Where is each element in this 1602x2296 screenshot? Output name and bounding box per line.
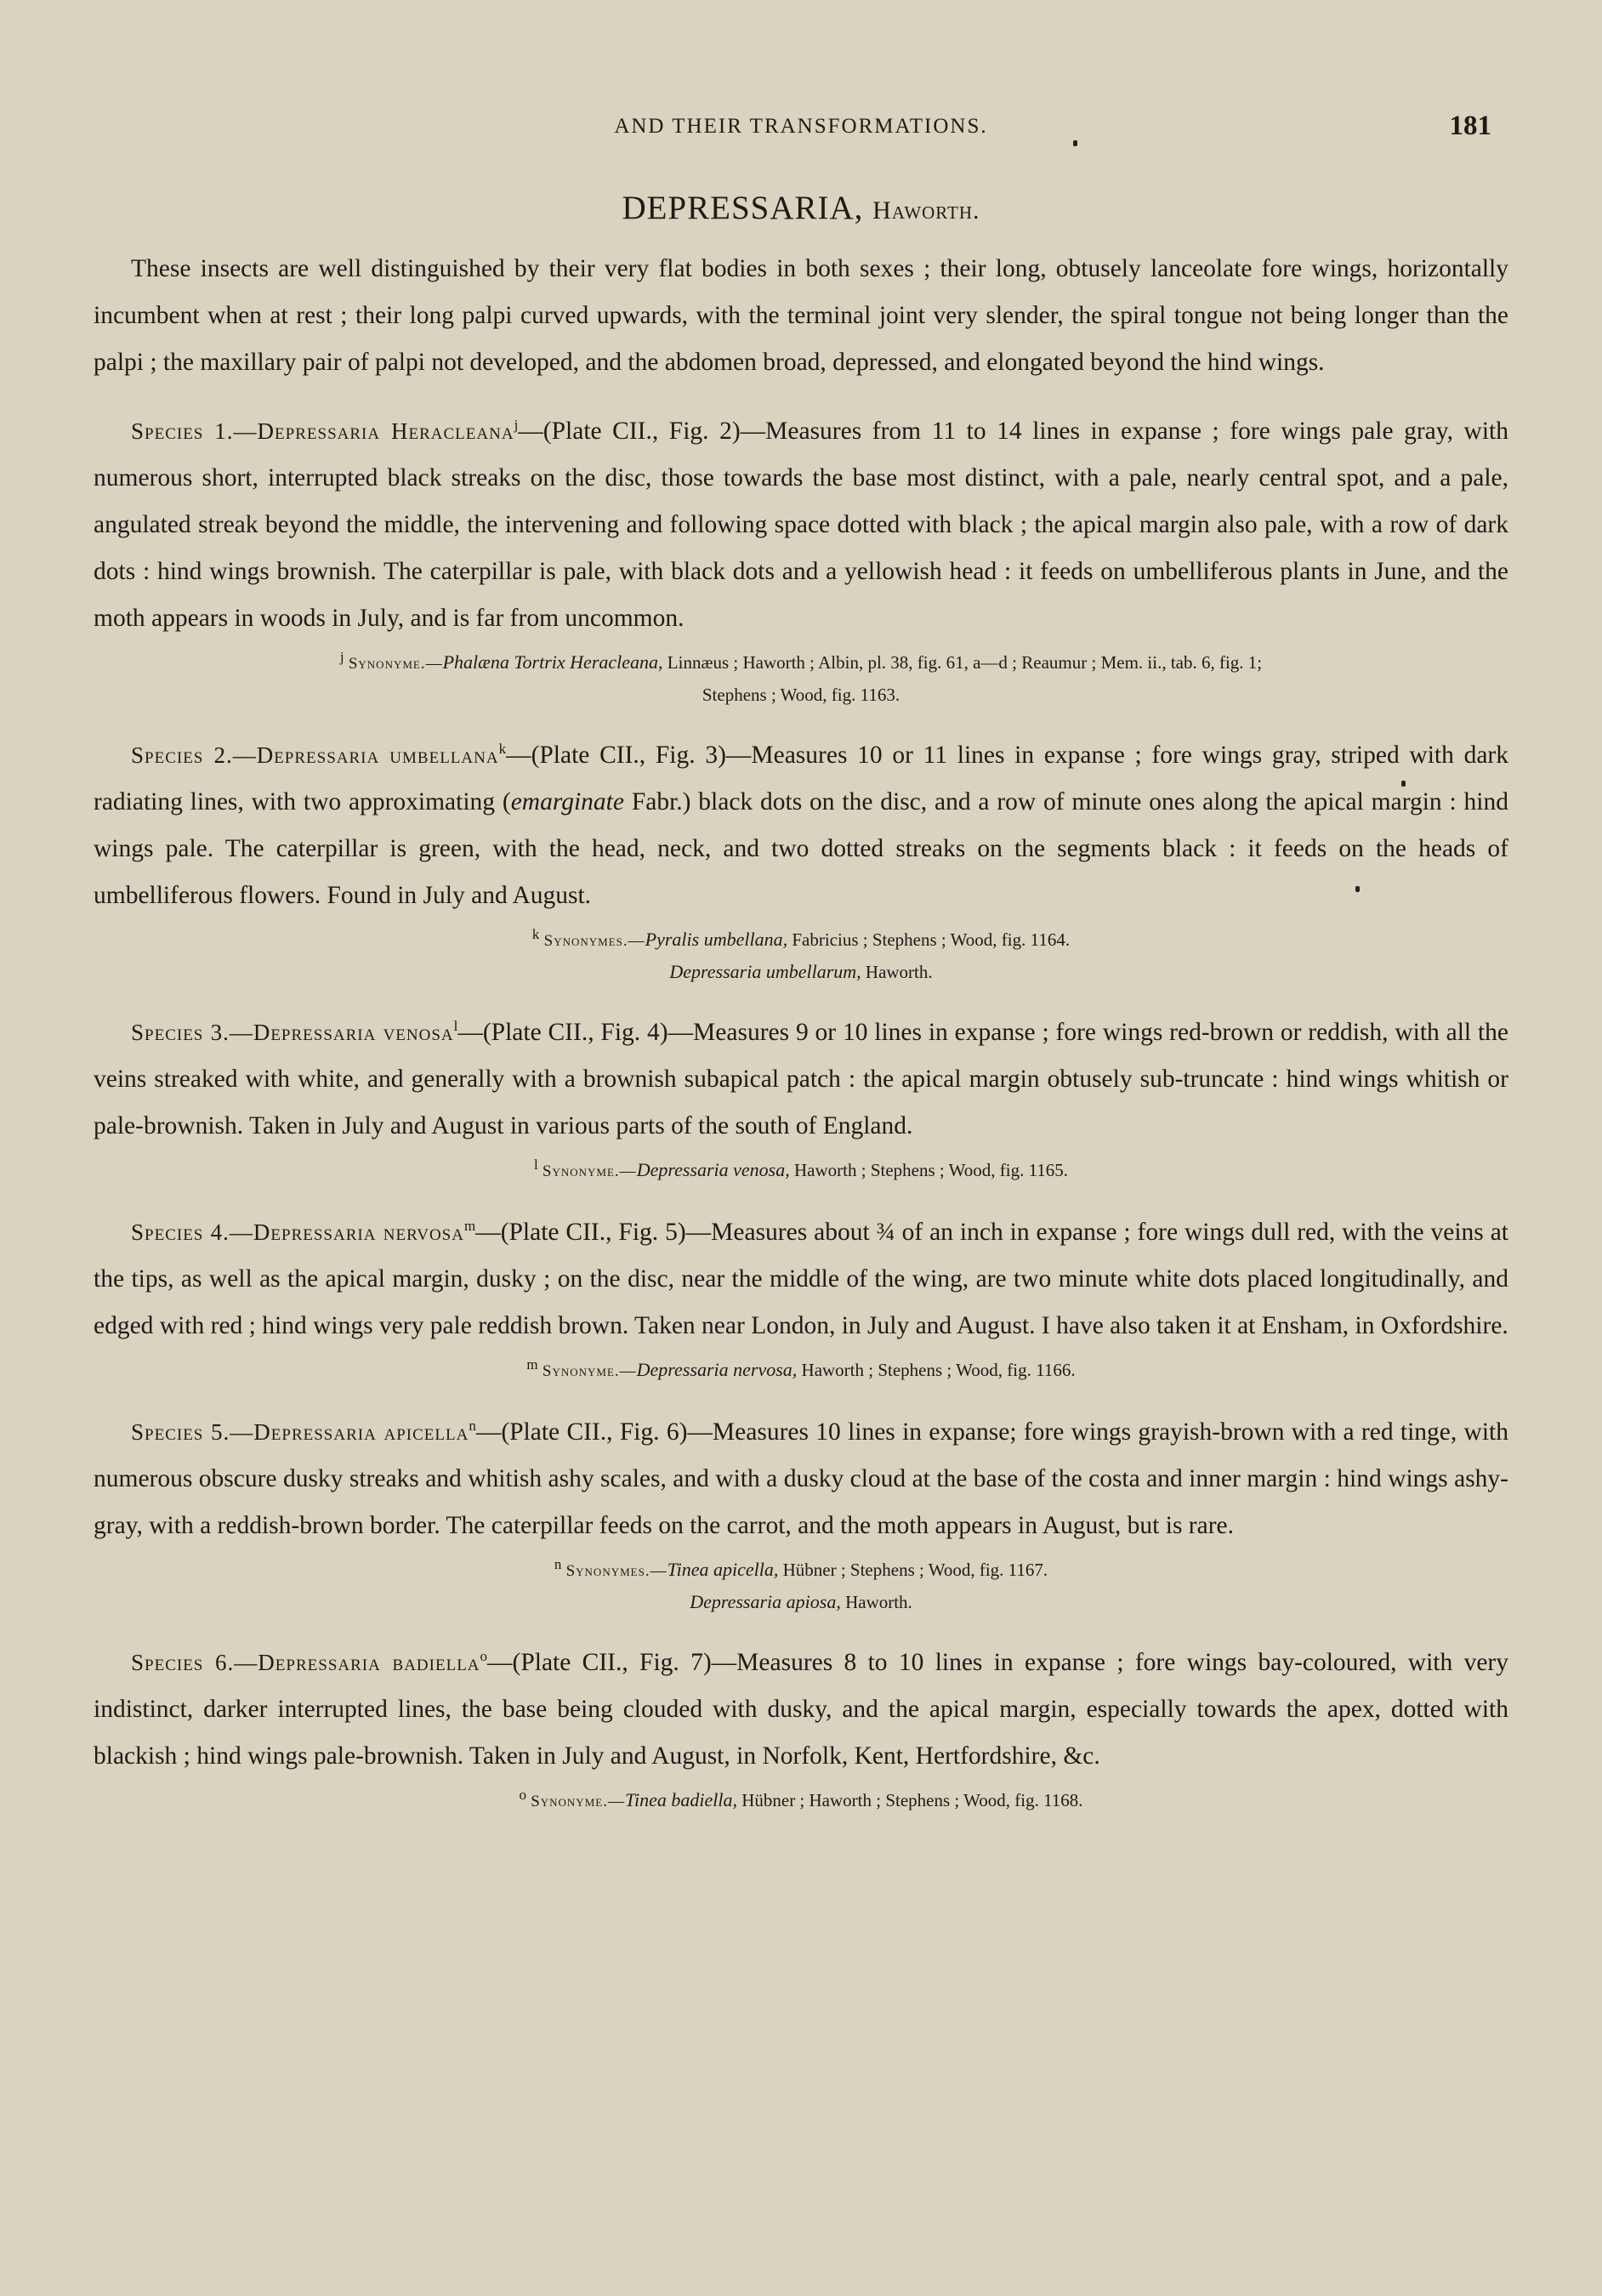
synonym-refs: Haworth.: [840, 1592, 912, 1612]
synonym-label: Synonyme.—: [542, 1362, 637, 1380]
footnote-mark: j: [339, 649, 344, 665]
species-text: of an inch in expanse ; fore wings dull red, with the veins at the tips, as well as the apical margin, dusky ; on the disc, near the middle of the wing, are two minute white dots placed longitudinally, and edged with red ; hind wings very pale reddish brown. Taken near London, in July and August. I have also taken it at Ensham, in Oxfordshire.: [94, 1219, 1508, 1339]
synonym-name: Tinea badiella,: [624, 1789, 737, 1810]
footnote-mark: m: [463, 1218, 476, 1235]
page-content: [94, 189, 1508, 1817]
species-text: —(Plate CII., Fig. 2)—Measures from 11 to 14 lines in expanse ; fore wings pale gray, with numerous short, interrupted black streaks on the disc, those towards the base most distinct, with a pale, nearly central spot, and a pale, angulated streak beyond the middle, the intervening and following space dotted with black ; the apical margin also pale, with a row of dark dots : hind wings brownish. The caterpillar is pale, with black dots and a yellowish head : it feeds on umbelliferous plants in June, and the moth appears in woods in July, and is far from uncommon.: [94, 418, 1508, 632]
species-entry-1: [94, 408, 1508, 710]
fraction: ¾: [876, 1219, 895, 1246]
footnote-mark: n: [554, 1556, 562, 1572]
species-entry-4: [94, 1209, 1508, 1387]
footnote-mark: j: [514, 417, 519, 434]
footnote-mark: o: [480, 1648, 488, 1665]
synonym-refs: Hübner ; Stephens ; Wood, fig. 1167.: [778, 1560, 1048, 1580]
species-label: Species 3.—Depressaria venosa: [131, 1020, 454, 1045]
genus-name: DEPRESSARIA,: [622, 190, 864, 226]
species-text-italic: emarginate: [510, 788, 624, 816]
species-description: [94, 1209, 1508, 1350]
synonym-name: Tinea apicella,: [667, 1559, 779, 1580]
synonym-refs: Haworth ; Stephens ; Wood, fig. 1166.: [797, 1360, 1076, 1380]
synonym-refs: Linnæus ; Haworth ; Albin, pl. 38, fig. 61, a—d ; Reaumur ; Mem. ii., tab. 6, fig. 1;: [662, 652, 1263, 673]
running-head: AND THEIR TRANSFORMATIONS.: [614, 115, 988, 138]
footnote-mark: k: [498, 741, 507, 758]
synonym-label: Synonymes.—: [565, 1562, 668, 1580]
synonym-name: Pyralis umbellana,: [645, 929, 788, 950]
synonymy-footnote: [94, 647, 1508, 710]
synonym-name: Depressaria nervosa,: [636, 1359, 798, 1380]
species-label: Species 6.—Depressaria badiella: [131, 1650, 480, 1675]
synonymy-footnote: [94, 1155, 1508, 1187]
footnote-mark: l: [533, 1157, 538, 1173]
footnote-mark: o: [519, 1787, 526, 1803]
synonymy-footnote: [94, 1554, 1508, 1617]
synonym-refs-cont: Stephens ; Wood, fig. 1163.: [702, 685, 900, 705]
synonym-name: Depressaria apiosa,: [690, 1591, 841, 1612]
footnote-mark: k: [531, 926, 540, 942]
species-entry-6: [94, 1640, 1508, 1817]
species-description: [94, 408, 1508, 642]
synonym-name: Depressaria umbellarum,: [669, 961, 861, 982]
ink-speck: [1073, 140, 1077, 146]
species-text: —(Plate CII., Fig. 6)—Measures 10 lines in expanse; fore wings grayish-brown with a red tinge, with numerous obscure dusky streaks and whitish ashy scales, and with a dusky cloud at the base of the costa and inner margin : hind wings ashy-gray, with a reddish-brown border. The caterpillar feeds on the carrot, and the moth appears in August, but is rare.: [94, 1418, 1508, 1539]
genus-intro: These insects are well distinguished by their very flat bodies in both sexes ; their long, obtusely lanceolate fore wings, horizontally incumbent when at rest ; their long palpi curved upwards, with the terminal joint very slender, the spiral tongue not being longer than the palpi ; the maxillary pair of palpi not developed, and the abdomen broad, depressed, and elongated beyond the hind wings.: [94, 255, 1508, 376]
synonym-label: Synonyme.—: [531, 1793, 625, 1810]
page-number: 181: [1449, 111, 1491, 141]
footnote-mark: m: [526, 1356, 538, 1372]
species-entry-2: [94, 732, 1508, 987]
genus-author: Haworth.: [872, 196, 980, 224]
genus-title: [94, 189, 1508, 227]
species-description: [94, 1640, 1508, 1780]
species-text: —(Plate CII., Fig. 4)—Measures 9 or 10 lines in expanse ; fore wings red-brown or reddish, with all the veins streaked with white, and generally with a brownish subapical patch : the apical margin obtusely sub-truncate : hind wings whitish or pale-brownish. Taken in July and August in various parts of the south of England.: [94, 1019, 1508, 1139]
species-label: Species 2.—Depressaria umbellana: [131, 742, 499, 768]
species-text: —(Plate CII., Fig. 7)—Measures 8 to 10 lines in expanse ; fore wings bay-coloured, with very indistinct, darker interrupted lines, the base being clouded with dusky, and the apical margin, especially towards the apex, dotted with blackish ; hind wings pale-brownish. Taken in July and August, in Norfolk, Kent, Hertfordshire, &c.: [94, 1649, 1508, 1770]
synonym-name: Depressaria venosa,: [636, 1159, 790, 1180]
species-label: Species 5.—Depressaria apicella: [131, 1419, 469, 1445]
synonym-label: Synonymes.—: [543, 932, 645, 950]
synonym-label: Synonyme.—: [542, 1162, 637, 1180]
synonym-refs: Hübner ; Haworth ; Stephens ; Wood, fig. 1168.: [736, 1790, 1083, 1810]
species-text: —(Plate CII., Fig. 3)—Measures 10 or 11 lines in expanse ; fore wings gray, striped with dark radiating lines, with two approximating (: [94, 742, 1508, 816]
species-description: [94, 1409, 1508, 1549]
synonymy-footnote: [94, 1355, 1508, 1387]
species-description: [94, 732, 1508, 919]
species-label: Species 4.—Depressaria nervosa: [131, 1219, 464, 1245]
footnote-mark: n: [469, 1418, 476, 1435]
synonym-name: Phalæna Tortrix Heracleana,: [442, 651, 663, 673]
footnote-mark: l: [453, 1018, 458, 1035]
synonym-refs: Haworth ; Stephens ; Wood, fig. 1165.: [789, 1160, 1069, 1180]
synonym-label: Synonyme.—: [348, 655, 443, 673]
species-text: —(Plate CII., Fig. 5)—Measures about: [475, 1219, 877, 1246]
synonym-refs: Haworth.: [861, 962, 933, 982]
synonym-refs: Fabricius ; Stephens ; Wood, fig. 1164.: [787, 929, 1071, 950]
synonymy-footnote: [94, 924, 1508, 987]
species-entry-3: [94, 1009, 1508, 1187]
species-entry-5: [94, 1409, 1508, 1617]
species-text: Fabr.) black dots on the disc, and a row of minute ones along the apical margin : hind wings pale. The caterpillar is green, with the head, neck, and two dotted streaks on the segments black : it feeds on the heads of umbelliferous flowers. Found in July and August.: [94, 788, 1509, 909]
species-description: [94, 1009, 1508, 1150]
synonymy-footnote: [94, 1785, 1508, 1817]
species-label: Species 1.—Depressaria Heracleana: [131, 418, 514, 444]
